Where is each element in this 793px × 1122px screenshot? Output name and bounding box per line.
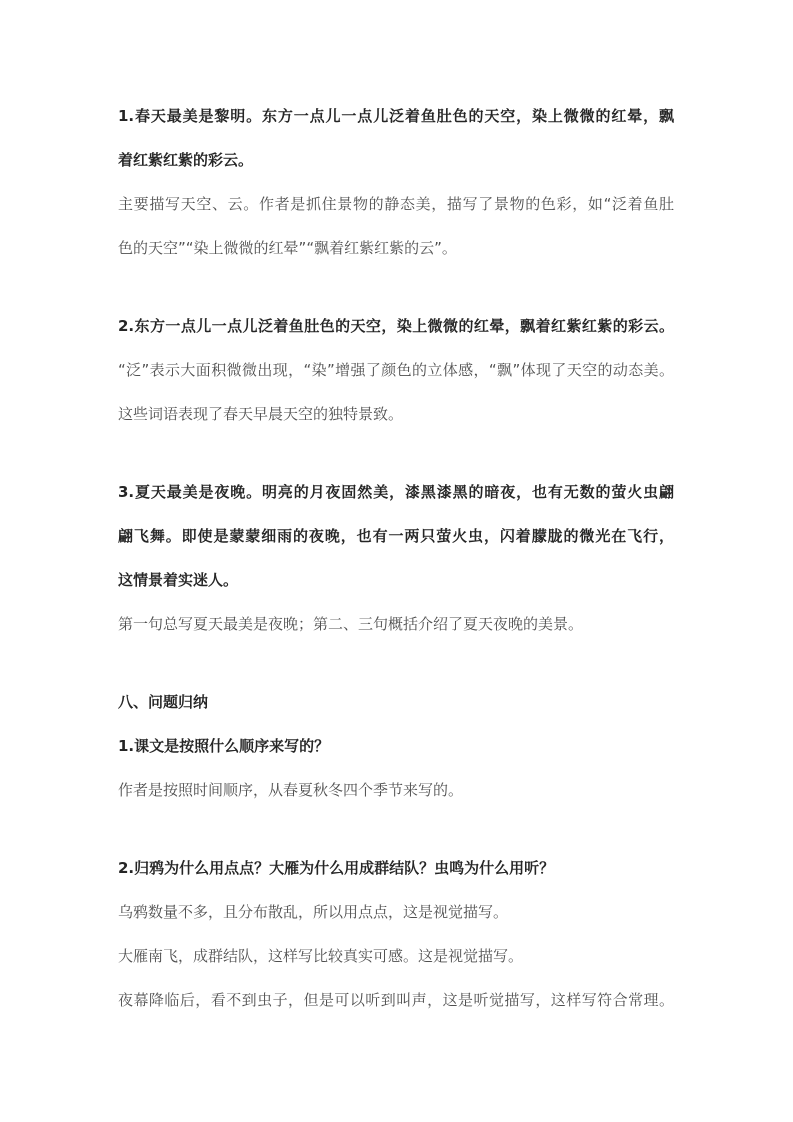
analysis-paragraph [118, 602, 674, 646]
text-line: 第一句总写夏天最美是夜晚；第二、三句概括介绍了夏天夜晚的美景。 [118, 615, 584, 633]
answer-paragraph [118, 978, 674, 1022]
section-summer-quote [118, 470, 674, 646]
analysis-paragraph [118, 182, 674, 270]
text-line: 这些词语表现了春天早晨天空的独特景致。 [118, 405, 404, 423]
document-content [118, 94, 674, 1022]
text-line: 色的天空”“染上微微的红晕”“飘着红紫红紫的云”。 [118, 239, 457, 257]
text-line: 这情景着实迷人。 [118, 571, 239, 589]
text-line: 2.归鸦为什么用点点？大雁为什么用成群结队？虫鸣为什么用听？ [118, 859, 555, 877]
section-question-summary [118, 680, 674, 812]
text-line: “泛”表示大面积微微出现，“染”增强了颜色的立体感，“飘”体现了天空的动态美。 [118, 361, 674, 379]
analysis-paragraph [118, 348, 674, 436]
section-spring-quote-1 [118, 94, 674, 270]
text-line: 夜幕降临后，看不到虫子，但是可以听到叫声，这是听觉描写，这样写符合常理。 [118, 991, 674, 1009]
quote-paragraph [118, 304, 674, 348]
section-question-2 [118, 846, 674, 1022]
text-line: 大雁南飞，成群结队，这样写比较真实可感。这是视觉描写。 [118, 947, 524, 965]
answer-paragraph [118, 890, 674, 934]
text-line: 八、问题归纳 [118, 693, 209, 711]
quote-paragraph [118, 470, 674, 602]
answer-paragraph [118, 934, 674, 978]
text-line: 1.春天最美是黎明。东方一点儿一点儿泛着鱼肚色的天空，染上微微的红晕，飘 [118, 107, 674, 125]
section-spring-quote-2 [118, 304, 674, 436]
question-paragraph [118, 846, 674, 890]
text-line: 翩飞舞。即使是蒙蒙细雨的夜晚，也有一两只萤火虫，闪着朦胧的微光在飞行， [118, 527, 674, 545]
question-paragraph [118, 724, 674, 768]
quote-paragraph [118, 94, 674, 182]
text-line: 主要描写天空、云。作者是抓住景物的静态美，描写了景物的色彩，如“泛着鱼肚 [118, 195, 674, 213]
text-line: 1.课文是按照什么顺序来写的？ [118, 737, 330, 755]
text-line: 乌鸦数量不多，且分布散乱，所以用点点，这是视觉描写。 [118, 903, 509, 921]
section-heading [118, 680, 674, 724]
text-line: 作者是按照时间顺序，从春夏秋冬四个季节来写的。 [118, 781, 464, 799]
answer-paragraph [118, 768, 674, 812]
text-line: 2.东方一点儿一点儿泛着鱼肚色的天空，染上微微的红晕，飘着红紫红紫的彩云。 [118, 317, 674, 335]
text-line: 着红紫红紫的彩云。 [118, 151, 254, 169]
text-line: 3.夏天最美是夜晚。明亮的月夜固然美，漆黑漆黑的暗夜，也有无数的萤火虫翩 [118, 483, 674, 501]
